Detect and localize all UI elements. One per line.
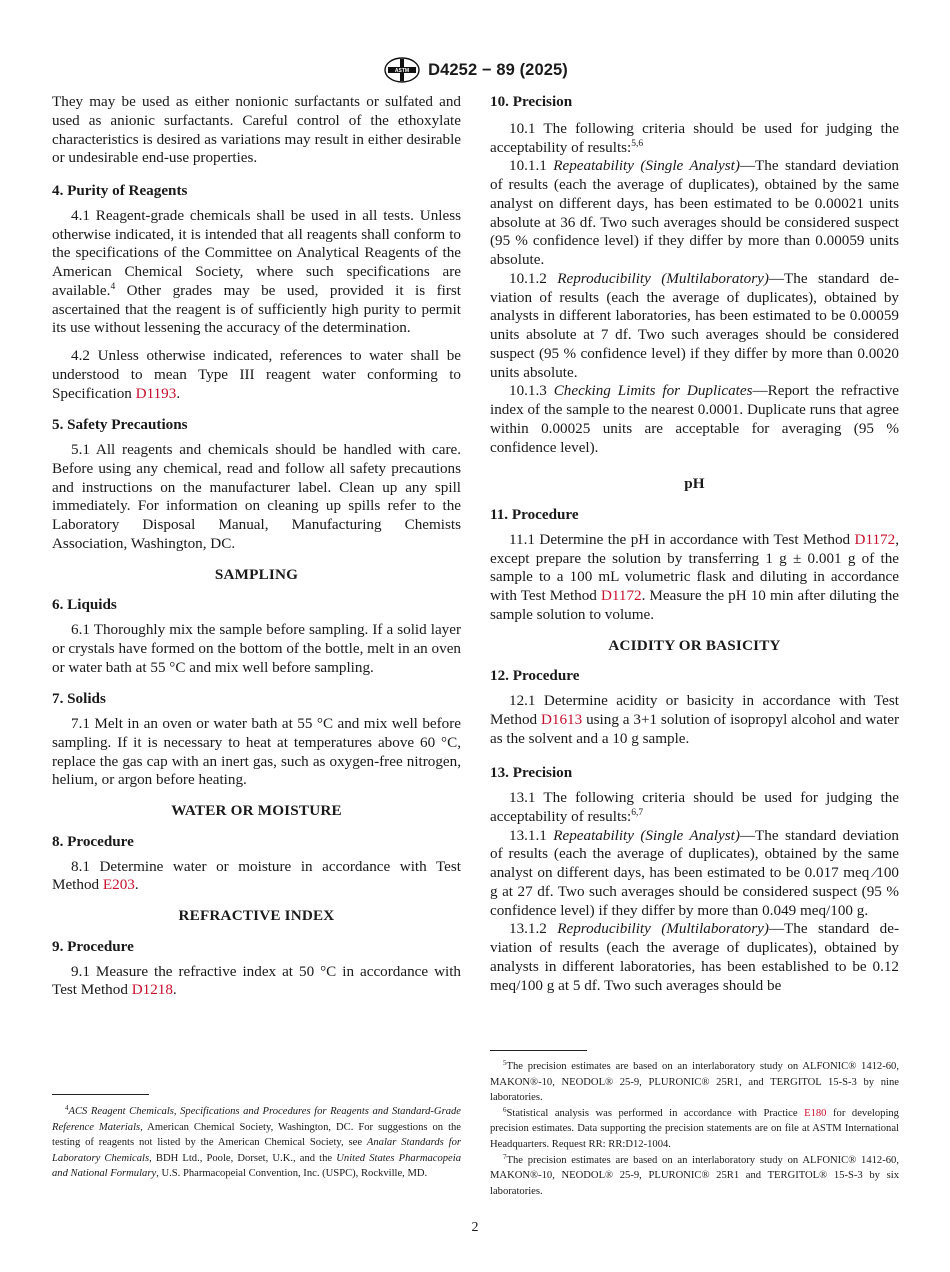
- footnote-5: $^5$The precision estimates are based on an interlaboratory study on ALFONIC® 1412-60, MAKON®-10, NEODOL® 25-9, PLURONIC® 25R1, and TERGITOL 15-S-3 by nine laboratories.: [490, 1059, 899, 1104]
- footnotes-left: [52, 1104, 461, 1182]
- section-4-title: 4. Purity of Reagents: [52, 182, 188, 199]
- paragraph-6-1: 6.1 Thoroughly mix the sample before sampling. If a solid layer or crystals have formed on the bottom of the bottle, melt in an oven or water bath at 55 °C and mix well before sampling.: [52, 621, 461, 676]
- footnote-6: $^6$Statistical analysis was performed in accordance with Practice E180 for developing precision estimates. Data supporting the precision statements are on file at ASTM International Headquarters. Request RR: RR:D12-1004.: [490, 1105, 899, 1150]
- footnote-divider-right: [490, 1050, 587, 1051]
- paragraph-10-1-2: 10.1.2 Reproducibility (Multilaboratory)—The standard deviation of results (each the average of duplicates), obtained by analysts in different laboratories, has been estimated to be 0.00059 units absolute at 7 df. Two such averages should be considered suspect (95 % confidence level) if they differ by more than 0.0020 units absolute.: [490, 269, 899, 381]
- footnote-4: $^4$ACS Reagent Chemicals, Specifications and Procedures for Reagents and Standard-Grade Reference Materials, American Chemical Society, Washington, DC. For suggestions on the testing of reagents not listed by the American Chemical Society, see Analar Standards for Laboratory Chemicals, BDH Ltd., Poole, Dorset, U.K., and the United States Pharmacopeia and National Formulary, U.S. Pharmacopeial Convention, Inc. (USPC), Rockville, MD.: [52, 1104, 462, 1180]
- paragraph-10-1-1: 10.1.1 Repeatability (Single Analyst)—The standard deviation of results (each the average of duplicates), obtained by the same analyst on different days, has been estimated to be 0.00021 units absolute at 36 df. Two such averages should be considered suspect (95 % confidence level) if they differ by more than 0.00059 units absolute.: [490, 157, 899, 268]
- footnote-7: $^7$The precision estimates are based on an interlaboratory study on ALFONIC® 1412-60, MAKON®-10, NEODOL® 25-9, PLURONIC® 25R1 and TERGITOL® 15-S-3 by six laboratories.: [490, 1152, 899, 1197]
- footnote-ref-5-6: 5,6: [631, 138, 644, 149]
- water-heading: WATER OR MOISTURE: [171, 802, 342, 819]
- sampling-heading: SAMPLING: [214, 565, 299, 583]
- paragraph-11-1: 11.1 Determine the pH in accordance with Test Method D1172, except prepare the solution by transferring 1 g ± 0.001 g of the sample to a 100 mL volumetric flask and diluting in accordance with Test Method D1172. Measure the pH 10 min after diluting the sample solution to volume.: [490, 530, 900, 623]
- footnotes-right: [490, 1059, 899, 1199]
- section-13-title: 13. Precision: [490, 764, 573, 782]
- link-d1218[interactable]: D1218: [131, 981, 173, 999]
- footnote-divider-left: [52, 1094, 149, 1095]
- paragraph-5-1: 5.1 All reagents and chemicals should be handled with care. Before using any chemical, read and follow all safety precautions and instructions on the manufacturer label. Clean up any spill immediately. For information on cleaning up spills refer to the Laboratory Disposal Manual, Manufacturing Chemists Association, Washington, DC.: [52, 441, 461, 552]
- astm-logo-icon: [382, 57, 422, 83]
- page-number: 2: [471, 1220, 479, 1235]
- page-header: [0, 57, 950, 83]
- refractive-index-heading: REFRACTIVE INDEX: [178, 907, 335, 924]
- section-5-title: 5. Safety Precautions: [52, 416, 188, 434]
- link-d1613[interactable]: D1613: [540, 710, 583, 728]
- footnote-ref-6-7: 6,7: [631, 807, 644, 818]
- intro-paragraph: They may be used as either nonionic surfactants or sulfated and used as anionic surfactants. Careful control of the ethoxylate characteristics is desired as variations may result in either desirable or undesirable end-use properties.: [52, 93, 461, 167]
- link-e203[interactable]: E203: [102, 876, 135, 894]
- link-d1193[interactable]: D1193: [135, 384, 177, 402]
- ph-heading: pH: [684, 475, 705, 493]
- section-6-title: 6. Liquids: [52, 596, 117, 614]
- section-8-title: 8. Procedure: [52, 832, 134, 850]
- paragraph-12-1: 12.1 Determine acidity or basicity in accordance with Test Method D1613 using a 3+1 solution of isopropyl alcohol and water as the solvent and a 10 g sample.: [490, 692, 899, 747]
- right-column: [490, 93, 899, 995]
- section-7-title: 7. Solids: [52, 690, 106, 708]
- link-d1172[interactable]: D1172: [854, 530, 896, 548]
- left-column: [52, 93, 461, 1000]
- paragraph-13-1: 13.1 The following criteria should be used for judging the acceptability of results:$^{6,7}$: [490, 789, 899, 825]
- paragraph-10-1-3: 10.1.3 Checking Limits for Duplicates—Report the refractive index of the sample to the nearest 0.0001. Duplicate runs that agree within 0.00025 units are acceptable for averaging (95 % confidence level).: [490, 382, 899, 456]
- link-d1172-second[interactable]: D1172: [600, 587, 642, 604]
- paragraph-4-2: 4.2 Unless otherwise indicated, references to water shall be understood to mean Type III reagent water conforming to Specification D1193.: [52, 347, 461, 402]
- section-10-title: 10. Precision: [490, 93, 573, 110]
- paragraph-8-1: 8.1 Determine water or moisture in accordance with Test Method E203.: [52, 857, 461, 894]
- link-e180[interactable]: E180: [804, 1107, 827, 1119]
- section-9-title: 9. Procedure: [52, 937, 134, 955]
- paragraph-9-1: 9.1 Measure the refractive index at 50 °C in accordance with Test Method D1218.: [52, 962, 461, 999]
- section-11-title: 11. Procedure: [490, 506, 579, 523]
- paragraph-4-1: 4.1 Reagent-grade chemicals shall be used in all tests. Unless otherwise indicated, it is intended that all reagents shall conform to the specifications of the Committee on Analytical Reagents of the American Chemical Society, where such specifications are available.$^4$ Other grades may be used, provided it is first ascertained that the reagent is of sufficiently high purity to permit its use without lessening the accuracy of the determination.: [52, 206, 461, 337]
- acidity-heading: ACIDITY OR BASICITY: [608, 636, 781, 654]
- astm-logo-text: ASTM: [395, 68, 410, 75]
- paragraph-7-1: 7.1 Melt in an oven or water bath at 55 °C and mix well before sampling. If it is necessary to heat at temperatures above 60 °C, replace the gas cap with an inert gas, such as oxygen-free nitrogen, helium, or argon before heating.: [52, 715, 461, 789]
- paragraph-13-1-2: 13.1.2 Reproducibility (Multilaboratory)—The standard deviation of results (each the average of duplicates), obtained by analysts in different laboratories, has been established to be 0.12 meq/100 g at 5 df. Two such averages should be: [490, 920, 899, 994]
- section-12-title: 12. Procedure: [490, 667, 580, 685]
- paragraph-13-1-1: 13.1.1 Repeatability (Single Analyst)—The standard deviation of results (each the average of duplicates), obtained by the same analyst on different days, has been estimated to be 0.017 meq ⁄100 g at 27 df. Two such averages should be considered suspect (95 % confidence level) if they differ by more than 0.049 meq/100 g.: [490, 826, 899, 919]
- document-code: D4252 − 89 (2025): [428, 60, 568, 79]
- footnote-ref-4: 4: [110, 281, 116, 292]
- paragraph-10-1: 10.1 The following criteria should be used for judging the acceptability of results:$^{5,6}$: [490, 119, 899, 156]
